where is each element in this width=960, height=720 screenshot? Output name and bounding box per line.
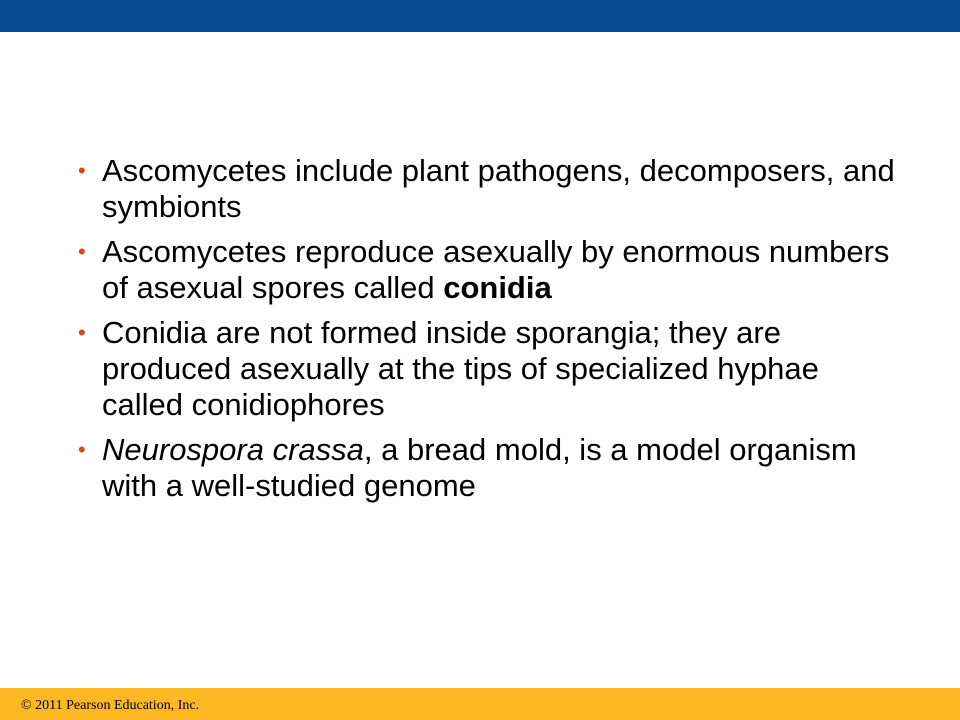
footer-bar [0, 688, 960, 720]
bullet-text: Ascomycetes reproduce asexually by enormous numbers of asexual spores called [102, 234, 890, 305]
bullet-icon: • [78, 320, 86, 345]
bullet-icon: • [78, 239, 86, 264]
bullet-icon: • [78, 158, 86, 183]
bullet-icon: • [78, 437, 86, 462]
bullet-item [78, 234, 902, 306]
top-banner [0, 0, 960, 32]
bullet-text: Conidia are not formed inside sporangia; they are produced asexually at the tips of specialized hyphae called conidiophores [102, 315, 819, 422]
bullet-item [78, 432, 902, 504]
bullet-text: , a bread mold, is a model organism with a well-studied genome [102, 432, 857, 503]
copyright-notice: © 2011 Pearson Education, Inc. [21, 698, 200, 713]
bullet-text: Ascomycetes include plant pathogens, decomposers, and symbionts [102, 153, 895, 224]
bullet-item [78, 153, 902, 225]
bullet-species-italic: Neurospora crassa [102, 432, 364, 467]
bullet-item [78, 315, 902, 423]
bullet-term-bold: conidia [443, 270, 552, 305]
slide-body [78, 153, 902, 513]
